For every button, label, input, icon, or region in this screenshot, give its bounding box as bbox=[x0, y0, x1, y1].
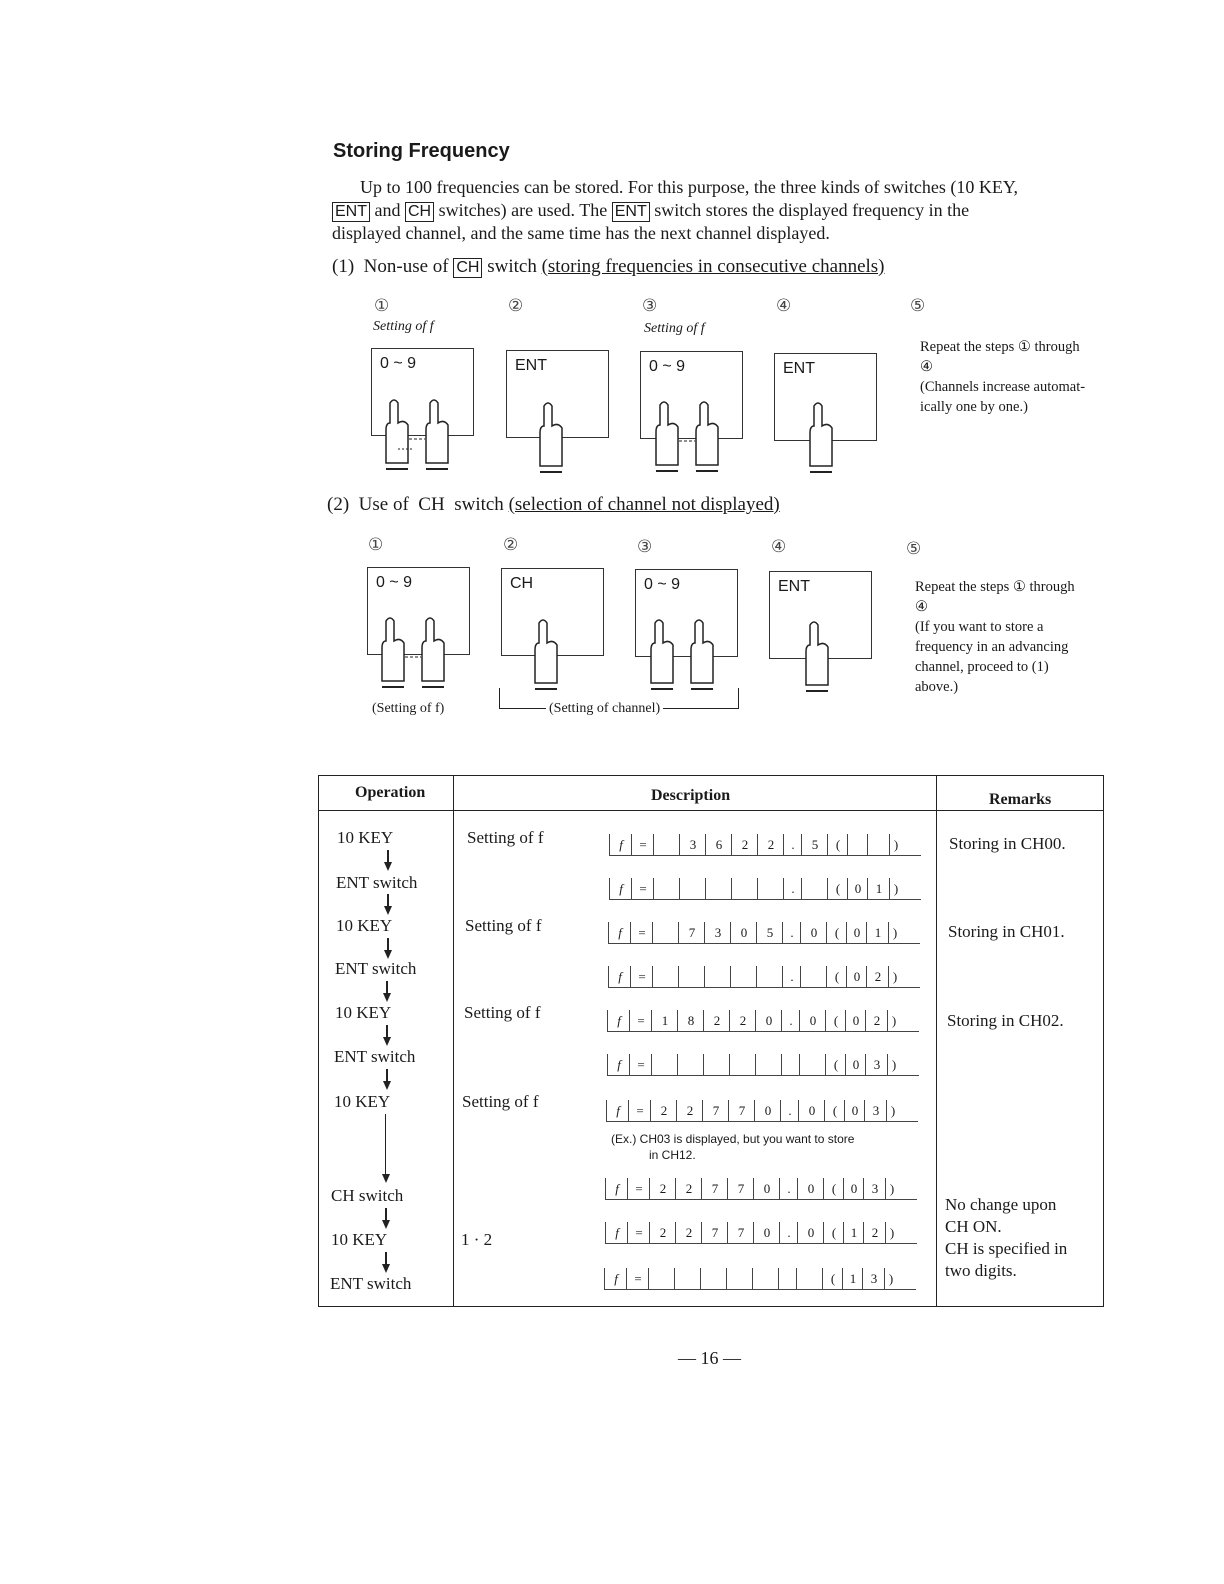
display-digit: = bbox=[629, 1010, 652, 1032]
display-digit bbox=[648, 1268, 675, 1290]
display-baseline bbox=[608, 943, 920, 944]
display-digit: 0 bbox=[845, 1010, 866, 1032]
display-digit: ) bbox=[888, 922, 901, 944]
remark-line: two digits. bbox=[945, 1261, 1017, 1280]
intro-and: and bbox=[374, 200, 401, 220]
display-digit bbox=[652, 966, 679, 988]
display-digit: 2 bbox=[675, 1222, 702, 1244]
display-digit: f bbox=[608, 966, 631, 988]
display-digit bbox=[801, 878, 828, 900]
display-digit: ( bbox=[827, 878, 848, 900]
display-digit: . bbox=[779, 1222, 798, 1244]
hand-icon bbox=[525, 615, 575, 693]
display-digit: . bbox=[780, 1100, 799, 1122]
frequency-display bbox=[608, 966, 920, 988]
display-digit: 8 bbox=[677, 1010, 704, 1032]
display-digit: ) bbox=[886, 1100, 899, 1122]
display-digit: f bbox=[609, 878, 632, 900]
display-digit: 0 bbox=[730, 922, 757, 944]
display-digit: f bbox=[604, 1268, 627, 1290]
display-digit: 2 bbox=[731, 834, 758, 856]
display-digit: 1 bbox=[843, 1222, 864, 1244]
display-digit: ( bbox=[824, 1100, 845, 1122]
ch-key-label: CH bbox=[418, 494, 445, 515]
display-digit bbox=[705, 878, 732, 900]
down-arrow-icon bbox=[384, 906, 392, 915]
display-digit: 3 bbox=[704, 922, 731, 944]
display-digit: 2 bbox=[676, 1100, 703, 1122]
display-digit: = bbox=[629, 1054, 652, 1076]
display-digit: = bbox=[630, 922, 653, 944]
frequency-display bbox=[606, 1100, 918, 1122]
intro-paragraph bbox=[332, 176, 1110, 245]
display-digit: 2 bbox=[703, 1010, 730, 1032]
display-digit: 2 bbox=[729, 1010, 756, 1032]
display-baseline bbox=[606, 1121, 918, 1122]
table-divider bbox=[319, 810, 1103, 811]
desc-text: 1 · 2 bbox=[461, 1230, 493, 1249]
ch-key-label: CH bbox=[405, 202, 434, 222]
down-arrow-icon bbox=[384, 862, 392, 871]
display-digit bbox=[799, 1054, 826, 1076]
desc-text: Setting of f bbox=[464, 1003, 541, 1022]
display-digit: 7 bbox=[728, 1100, 755, 1122]
example-note: in CH12. bbox=[649, 1148, 696, 1162]
display-digit: . bbox=[782, 966, 801, 988]
display-digit: ( bbox=[825, 1054, 846, 1076]
display-digit: f bbox=[606, 1100, 629, 1122]
example-note: (Ex.) CH03 is displayed, but you want to store bbox=[611, 1132, 855, 1146]
down-arrow-icon bbox=[384, 950, 392, 959]
remark-line: Repeat the steps ① through bbox=[920, 339, 1080, 355]
frequency-display bbox=[608, 922, 920, 944]
display-digit bbox=[757, 878, 784, 900]
display-digit: 7 bbox=[727, 1178, 754, 1200]
intro-line-3: displayed channel, and the same time has the next channel displayed. bbox=[332, 223, 830, 243]
remark-item bbox=[945, 1194, 1067, 1282]
display-digit bbox=[653, 834, 680, 856]
display-digit: 3 bbox=[862, 1268, 885, 1290]
step-2: ② bbox=[508, 296, 524, 315]
display-digit: 0 bbox=[847, 878, 868, 900]
display-digit: ( bbox=[823, 1222, 844, 1244]
caption-setting-f: Setting of f bbox=[373, 319, 434, 334]
display-digit bbox=[730, 966, 757, 988]
section-2-title bbox=[327, 494, 780, 516]
display-digit: 6 bbox=[705, 834, 732, 856]
display-digit bbox=[796, 1268, 823, 1290]
display-digit: ( bbox=[825, 1010, 846, 1032]
section-1-title bbox=[332, 256, 885, 278]
display-digit: f bbox=[607, 1054, 630, 1076]
display-digit: . bbox=[782, 922, 801, 944]
step-1: ① bbox=[368, 535, 384, 554]
display-digit: 1 bbox=[651, 1010, 678, 1032]
display-digit: = bbox=[628, 1100, 651, 1122]
frequency-display bbox=[607, 1054, 919, 1076]
display-digit: 0 bbox=[799, 1010, 826, 1032]
display-digit: = bbox=[626, 1268, 649, 1290]
step-4: ④ bbox=[771, 537, 787, 556]
header-operation: Operation bbox=[355, 784, 426, 801]
desc-text: Setting of f bbox=[462, 1092, 539, 1111]
ent-key-label-2: ENT bbox=[612, 202, 650, 222]
display-digit: 3 bbox=[864, 1100, 887, 1122]
display-digit bbox=[678, 966, 705, 988]
display-digit bbox=[781, 1054, 800, 1076]
key-label: CH bbox=[510, 575, 534, 592]
section-2-mid: switch bbox=[454, 494, 504, 515]
display-digit bbox=[703, 1054, 730, 1076]
step-3: ③ bbox=[642, 296, 658, 315]
section-2-number: (2) bbox=[327, 494, 350, 515]
intro-line-1: Up to 100 frequencies can be stored. For this purpose, the three kinds of switches (10 KEY, bbox=[360, 177, 1019, 197]
display-baseline bbox=[607, 1031, 919, 1032]
remark-item: Storing in CH01. bbox=[948, 922, 1065, 941]
hand-icon bbox=[800, 398, 850, 476]
frequency-display bbox=[605, 1178, 917, 1200]
display-digit: 7 bbox=[701, 1222, 728, 1244]
frequency-display bbox=[604, 1268, 916, 1290]
display-digit: ) bbox=[889, 878, 902, 900]
desc-text: Setting of f bbox=[465, 916, 542, 935]
display-digit bbox=[653, 878, 680, 900]
display-digit bbox=[731, 878, 758, 900]
frequency-display bbox=[607, 1010, 919, 1032]
display-baseline bbox=[605, 1243, 917, 1244]
display-digit: 2 bbox=[863, 1222, 886, 1244]
key-label: 0 ~ 9 bbox=[649, 358, 686, 375]
display-digit: 2 bbox=[650, 1100, 677, 1122]
display-baseline bbox=[607, 1075, 919, 1076]
display-digit: 0 bbox=[843, 1178, 864, 1200]
remark-line: ically one by one.) bbox=[920, 399, 1028, 415]
display-digit: = bbox=[631, 834, 654, 856]
section-1-mid: switch bbox=[487, 256, 537, 277]
display-digit bbox=[704, 966, 731, 988]
step-4: ④ bbox=[776, 296, 792, 315]
remark-line: (Channels increase automat- bbox=[920, 379, 1086, 395]
display-digit: 0 bbox=[846, 922, 867, 944]
key-label: ENT bbox=[515, 357, 547, 374]
frequency-display bbox=[609, 834, 921, 856]
display-digit: = bbox=[627, 1178, 650, 1200]
page-number: — 16 — bbox=[678, 1348, 741, 1368]
step-3: ③ bbox=[637, 537, 653, 556]
key-label: ENT bbox=[783, 360, 815, 377]
remark-line: Repeat the steps ① through bbox=[915, 579, 1075, 595]
display-digit: 1 bbox=[867, 878, 890, 900]
hand-icon bbox=[796, 617, 846, 695]
display-digit: ) bbox=[888, 966, 901, 988]
frequency-display bbox=[609, 878, 921, 900]
display-digit: 2 bbox=[866, 966, 889, 988]
down-arrow-icon bbox=[382, 1220, 390, 1229]
intro-line-2: switches) are used. The bbox=[438, 200, 608, 220]
display-digit: ) bbox=[885, 1222, 898, 1244]
display-digit: ) bbox=[885, 1178, 898, 1200]
display-digit: 3 bbox=[865, 1054, 888, 1076]
section-1-remark bbox=[920, 337, 1110, 417]
op-item: ENT switch bbox=[336, 873, 418, 892]
remark-line: above.) bbox=[915, 679, 959, 695]
display-digit: 2 bbox=[649, 1222, 676, 1244]
display-digit: 0 bbox=[844, 1100, 865, 1122]
display-digit bbox=[778, 1268, 797, 1290]
display-digit: ( bbox=[826, 966, 847, 988]
display-digit bbox=[677, 1054, 704, 1076]
display-digit: ) bbox=[887, 1054, 900, 1076]
page-title: Storing Frequency bbox=[333, 140, 510, 162]
display-digit bbox=[652, 922, 679, 944]
display-digit: 7 bbox=[702, 1100, 729, 1122]
display-digit bbox=[726, 1268, 753, 1290]
display-digit: f bbox=[605, 1222, 628, 1244]
remark-item: Storing in CH02. bbox=[947, 1011, 1064, 1030]
display-digit: f bbox=[609, 834, 632, 856]
key-label: ENT bbox=[778, 578, 810, 595]
op-item: 10 KEY bbox=[336, 916, 393, 935]
op-item: ENT switch bbox=[335, 959, 417, 978]
section-2-remark bbox=[915, 577, 1105, 697]
display-digit bbox=[800, 966, 827, 988]
display-digit bbox=[700, 1268, 727, 1290]
remark-line: ④ bbox=[920, 359, 933, 375]
display-digit: 0 bbox=[754, 1100, 781, 1122]
op-item: CH switch bbox=[331, 1186, 404, 1205]
caption-setting-f: Setting of f bbox=[644, 321, 705, 336]
down-arrow-icon bbox=[383, 1081, 391, 1090]
display-digit: 3 bbox=[679, 834, 706, 856]
step-2: ② bbox=[503, 535, 519, 554]
hand-icon bbox=[530, 398, 580, 476]
step-5: ⑤ bbox=[906, 539, 922, 558]
header-remarks: Remarks bbox=[989, 791, 1052, 808]
display-digit: 2 bbox=[675, 1178, 702, 1200]
step-1: ① bbox=[374, 296, 390, 315]
display-digit: 0 bbox=[798, 1100, 825, 1122]
two-hands-icon bbox=[641, 615, 731, 695]
display-digit: 3 bbox=[863, 1178, 886, 1200]
display-digit: 1 bbox=[866, 922, 889, 944]
op-item: 10 KEY bbox=[331, 1230, 388, 1249]
display-digit: . bbox=[781, 1010, 800, 1032]
section-1-number: (1) bbox=[332, 256, 355, 277]
intro-line-2b: switch stores the displayed frequency in the bbox=[654, 200, 970, 220]
remark-line: channel, proceed to (1) bbox=[915, 659, 1049, 675]
frequency-display bbox=[605, 1222, 917, 1244]
display-digit: 0 bbox=[846, 966, 867, 988]
key-label: 0 ~ 9 bbox=[644, 576, 681, 593]
table-divider bbox=[936, 776, 937, 1306]
down-arrow-icon bbox=[382, 1174, 390, 1183]
display-digit: ( bbox=[827, 834, 848, 856]
display-digit: = bbox=[630, 966, 653, 988]
display-digit bbox=[752, 1268, 779, 1290]
display-digit bbox=[651, 1054, 678, 1076]
key-label: 0 ~ 9 bbox=[376, 574, 413, 591]
display-digit: . bbox=[779, 1178, 798, 1200]
display-baseline bbox=[604, 1289, 916, 1290]
step-5: ⑤ bbox=[910, 296, 926, 315]
display-digit: 0 bbox=[845, 1054, 866, 1076]
remark-line: (If you want to store a bbox=[915, 619, 1044, 635]
remark-line: CH is specified in bbox=[945, 1239, 1068, 1258]
down-arrow-icon bbox=[383, 993, 391, 1002]
remark-line: CH ON. bbox=[945, 1217, 1002, 1236]
section-1-subtitle: (storing frequencies in consecutive channels) bbox=[541, 256, 885, 277]
display-digit: 0 bbox=[753, 1222, 780, 1244]
display-digit: 0 bbox=[753, 1178, 780, 1200]
op-item: ENT switch bbox=[330, 1274, 412, 1293]
down-arrow-icon bbox=[383, 1037, 391, 1046]
display-digit: . bbox=[783, 878, 802, 900]
display-digit: 5 bbox=[801, 834, 828, 856]
display-baseline bbox=[609, 855, 921, 856]
display-digit: . bbox=[783, 834, 802, 856]
display-digit bbox=[729, 1054, 756, 1076]
display-digit bbox=[847, 834, 868, 856]
display-digit bbox=[755, 1054, 782, 1076]
display-digit: f bbox=[605, 1178, 628, 1200]
display-digit: ( bbox=[822, 1268, 843, 1290]
display-digit: = bbox=[631, 878, 654, 900]
display-digit: ( bbox=[826, 922, 847, 944]
table-divider bbox=[453, 776, 454, 1306]
two-hands-icon bbox=[646, 397, 736, 477]
desc-text: Setting of f bbox=[467, 828, 544, 847]
display-digit: ) bbox=[884, 1268, 897, 1290]
ent-key-label: ENT bbox=[332, 202, 370, 222]
down-arrow-icon bbox=[385, 1114, 386, 1176]
display-digit bbox=[674, 1268, 701, 1290]
display-digit: 7 bbox=[727, 1222, 754, 1244]
op-item: 10 KEY bbox=[337, 828, 394, 847]
display-digit: 0 bbox=[797, 1222, 824, 1244]
two-hands-icon bbox=[372, 613, 462, 693]
display-digit: 0 bbox=[797, 1178, 824, 1200]
display-digit bbox=[867, 834, 890, 856]
header-description: Description bbox=[651, 787, 731, 804]
ch-key-label: CH bbox=[453, 258, 482, 278]
display-digit: ) bbox=[887, 1010, 900, 1032]
display-digit: 0 bbox=[800, 922, 827, 944]
remark-line: frequency in an advancing bbox=[915, 639, 1069, 655]
remark-line: ④ bbox=[915, 599, 928, 615]
display-baseline bbox=[608, 987, 920, 988]
remark-line: No change upon bbox=[945, 1195, 1057, 1214]
display-digit: 2 bbox=[649, 1178, 676, 1200]
display-baseline bbox=[609, 899, 921, 900]
section-2-pre: Use of bbox=[358, 494, 409, 515]
display-digit bbox=[756, 966, 783, 988]
display-digit: 2 bbox=[757, 834, 784, 856]
display-digit: ) bbox=[889, 834, 902, 856]
display-digit: f bbox=[608, 922, 631, 944]
display-baseline bbox=[605, 1199, 917, 1200]
op-item: 10 KEY bbox=[335, 1003, 392, 1022]
display-digit: 7 bbox=[678, 922, 705, 944]
two-hands-icon bbox=[376, 395, 466, 475]
display-digit bbox=[679, 878, 706, 900]
op-item: ENT switch bbox=[334, 1047, 416, 1066]
remark-item: Storing in CH00. bbox=[949, 834, 1066, 853]
display-digit: ( bbox=[823, 1178, 844, 1200]
caption-setting-channel: (Setting of channel) bbox=[546, 701, 663, 717]
section-2-subtitle: (selection of channel not displayed) bbox=[508, 494, 780, 515]
display-digit: = bbox=[627, 1222, 650, 1244]
down-arrow-icon bbox=[382, 1264, 390, 1273]
display-digit: 7 bbox=[701, 1178, 728, 1200]
section-1-pre: Non-use of bbox=[363, 256, 449, 277]
op-item: 10 KEY bbox=[334, 1092, 391, 1111]
operation-table bbox=[318, 775, 1104, 1307]
display-digit: 0 bbox=[755, 1010, 782, 1032]
display-digit: f bbox=[607, 1010, 630, 1032]
caption-setting-f: (Setting of f) bbox=[372, 701, 445, 716]
display-digit: 2 bbox=[865, 1010, 888, 1032]
display-digit: 1 bbox=[842, 1268, 863, 1290]
key-label: 0 ~ 9 bbox=[380, 355, 417, 372]
display-digit: 5 bbox=[756, 922, 783, 944]
